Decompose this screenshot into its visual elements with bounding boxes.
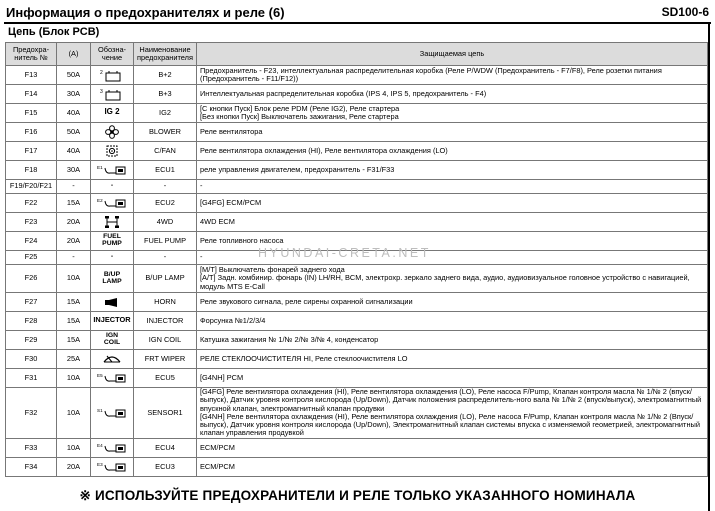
fuse-symbol: [91, 350, 134, 369]
svg-text:S1: S1: [97, 407, 103, 413]
fuse-name: B+2: [134, 66, 197, 85]
symbol-label: INJECTOR: [93, 315, 131, 325]
table-row: [6, 142, 708, 161]
table-row: [6, 293, 708, 312]
symbol-label: -: [110, 182, 114, 190]
fuse-number: F32: [6, 388, 57, 439]
protected-circuit: Реле вентилятора: [197, 123, 708, 142]
fuse-symbol: [91, 85, 134, 104]
ecu-icon: [97, 164, 127, 176]
fuse-name: ECU3: [134, 457, 197, 476]
fuse-ampere: 50A: [57, 66, 91, 85]
fuse-number: F29: [6, 331, 57, 350]
fuse-name: INJECTOR: [134, 312, 197, 331]
fuse-ampere: 10A: [57, 369, 91, 388]
protected-circuit: [G4FG] ECM/PCM: [197, 194, 708, 213]
fuse-number: F18: [6, 161, 57, 180]
protected-circuit: [G4NH] PCM: [197, 369, 708, 388]
header-fuse: Предохра-нитель №: [6, 43, 57, 66]
header-amp: (A): [57, 43, 91, 66]
fuse-number: F26: [6, 265, 57, 293]
fuse-ampere: 40A: [57, 142, 91, 161]
fuse-symbol: [91, 331, 134, 350]
protected-circuit: Реле топливного насоса: [197, 232, 708, 251]
protected-circuit: ECM/PCM: [197, 457, 708, 476]
fuse-symbol: [91, 457, 134, 476]
ecu-icon: [97, 372, 127, 384]
battery-icon: [99, 68, 125, 82]
watermark: HYUNDAI-CRETA.NET: [258, 246, 431, 260]
fuse-ampere: 10A: [57, 388, 91, 439]
fuse-name: -: [134, 251, 197, 265]
table-row: [6, 66, 708, 85]
protected-circuit: 4WD ECM: [197, 213, 708, 232]
fuse-number: F28: [6, 312, 57, 331]
protected-circuit: [С кнопки Пуск] Блок реле PDM (Реле IG2), Реле стартера [Без кнопки Пуск] Выключатель зажигания, Реле стартера: [197, 104, 708, 123]
fuse-number: F30: [6, 350, 57, 369]
fuse-ampere: 30A: [57, 85, 91, 104]
right-border: [708, 24, 710, 511]
fuse-symbol: [91, 232, 134, 251]
footer-warning: ※ ИСПОЛЬЗУЙТЕ ПРЕДОХРАНИТЕЛИ И РЕЛЕ ТОЛЬКО УКАЗАННОГО НОМИНАЛА: [79, 488, 636, 503]
fuse-name: FRT WIPER: [134, 350, 197, 369]
svg-text:2: 2: [100, 70, 103, 76]
fuse-symbol: [91, 312, 134, 331]
fuse-number: F14: [6, 85, 57, 104]
fuse-symbol: [91, 265, 134, 293]
header-symbol: Обозна-чение: [91, 43, 134, 66]
fuse-number: F15: [6, 104, 57, 123]
table-row: [6, 457, 708, 476]
fuse-symbol: [91, 161, 134, 180]
svg-text:E1: E1: [97, 165, 103, 170]
fuse-symbol: [91, 180, 134, 194]
fuse-number: F33: [6, 438, 57, 457]
fuse-ampere: 10A: [57, 438, 91, 457]
table-row: [6, 369, 708, 388]
symbol-label: IGN COIL: [103, 332, 121, 347]
document-code: SD100-6: [661, 5, 709, 19]
symbol-label: FUEL PUMP: [102, 233, 122, 248]
section-subtitle: Цепь (Блок PCB): [8, 26, 100, 38]
fuse-number: F23: [6, 213, 57, 232]
battery-icon: [99, 87, 125, 101]
fuse-name: ECU4: [134, 438, 197, 457]
protected-circuit: реле управления двигателем, предохранитель - F31/F33: [197, 161, 708, 180]
ecu-icon: [97, 461, 127, 473]
wiper-icon: [102, 353, 122, 365]
symbol-label: B/UP LAMP: [102, 270, 122, 285]
table-row: [6, 312, 708, 331]
cooling-fan-icon: [104, 144, 120, 158]
fuse-symbol: [91, 123, 134, 142]
fuse-ampere: 50A: [57, 123, 91, 142]
table-row: [6, 123, 708, 142]
protected-circuit: ECM/PCM: [197, 438, 708, 457]
ecu-icon: [97, 197, 127, 209]
fuse-number: F25: [6, 251, 57, 265]
fuse-name: -: [134, 180, 197, 194]
fuse-symbol: [91, 438, 134, 457]
table-row: [6, 388, 708, 439]
svg-text:E2: E2: [97, 198, 103, 203]
fuse-symbol: [91, 293, 134, 312]
protected-circuit: -: [197, 251, 708, 265]
fuse-name: C/FAN: [134, 142, 197, 161]
fuse-symbol: [91, 369, 134, 388]
symbol-label: IG 2: [104, 107, 120, 117]
fuse-number: F31: [6, 369, 57, 388]
ecu-icon: [97, 442, 127, 454]
symbol-label: -: [110, 253, 114, 261]
fuse-ampere: 20A: [57, 232, 91, 251]
fuse-ampere: -: [57, 180, 91, 194]
fuse-number: F34: [6, 457, 57, 476]
fuse-table-body: [6, 66, 708, 477]
fuse-name: BLOWER: [134, 123, 197, 142]
table-row: [6, 161, 708, 180]
fuse-ampere: 40A: [57, 104, 91, 123]
fuse-name: ECU2: [134, 194, 197, 213]
table-row: [6, 438, 708, 457]
header-bar: [4, 2, 711, 24]
header-name: Наименование предохранителя: [134, 43, 197, 66]
protected-circuit: -: [197, 180, 708, 194]
table-row: [6, 350, 708, 369]
fuse-symbol: [91, 104, 134, 123]
protected-circuit: [M/T] Выключатель фонарей заднего хода [A/T] Задн. комбинир. фонарь (IN) LH/RH, BCM, электрохр. зеркало заднего вида, аудио, аудиовизуальное головное устройство с навигацией, модуль MTS E-Call: [197, 265, 708, 293]
fuse-symbol: [91, 66, 134, 85]
table-row: [6, 194, 708, 213]
fuse-number: F24: [6, 232, 57, 251]
fuse-number: F22: [6, 194, 57, 213]
fuse-number: F13: [6, 66, 57, 85]
horn-icon: [103, 296, 121, 308]
fuse-name: HORN: [134, 293, 197, 312]
protected-circuit: Форсунка №1/2/3/4: [197, 312, 708, 331]
table-row: [6, 104, 708, 123]
fuse-name: IGN COIL: [134, 331, 197, 350]
ecu-icon: [97, 407, 127, 419]
protected-circuit: Реле звукового сигнала, реле сирены охранной сигнализации: [197, 293, 708, 312]
table-row: [6, 180, 708, 194]
fuse-ampere: 15A: [57, 194, 91, 213]
table-row: [6, 85, 708, 104]
fuse-name: ECU1: [134, 161, 197, 180]
fan-icon: [104, 125, 120, 139]
table-row: [6, 265, 708, 293]
4wd-icon: [103, 215, 121, 229]
fuse-ampere: 10A: [57, 265, 91, 293]
table-row: [6, 331, 708, 350]
fuse-ampere: 15A: [57, 312, 91, 331]
fuse-symbol: [91, 388, 134, 439]
protected-circuit: Реле вентилятора охлаждения (HI), Реле вентилятора охлаждения (LO): [197, 142, 708, 161]
protected-circuit: Предохранитель - F23, интеллектуальная распределительная коробка (Реле P/WDW (Предохранитель - F7/F8), Реле розетки питания (Предохранитель - F11/F12)): [197, 66, 708, 85]
page-title: Информация о предохранителях и реле (6): [6, 5, 285, 20]
fuse-name: SENSOR1: [134, 388, 197, 439]
fuse-symbol: [91, 142, 134, 161]
svg-text:E3: E3: [97, 461, 103, 467]
fuse-ampere: 15A: [57, 331, 91, 350]
svg-text:E4: E4: [97, 442, 103, 448]
fuse-number: F17: [6, 142, 57, 161]
protected-circuit: РЕЛЕ СТЕКЛООЧИСТИТЕЛЯ HI, Реле стеклоочистителя LO: [197, 350, 708, 369]
fuse-number: F19/F20/F21: [6, 180, 57, 194]
fuse-name: IG2: [134, 104, 197, 123]
fuse-symbol: [91, 251, 134, 265]
fuse-ampere: 20A: [57, 213, 91, 232]
svg-text:E5: E5: [97, 373, 103, 378]
fuse-ampere: 25A: [57, 350, 91, 369]
fuse-number: F16: [6, 123, 57, 142]
fuse-name: B/UP LAMP: [134, 265, 197, 293]
fuse-name: B+3: [134, 85, 197, 104]
protected-circuit: [G4FG] Реле вентилятора охлаждения (HI), Реле вентилятора охлаждения (LO), Реле насоса F/Pump, Клапан контроля масла № 1/№ 2 (впуск/ выпуск), Датчик уровня контроля кислорода (Up/Down), Датчик положения распределитель-ного вала № 1/№ 2 (впуск/выпуск), электромагнитный впускной клапан, электромагнитный клапан продувки [G4NH] Реле вентилятора охлаждения (HI), Реле вентилятора охлаждения (LO), Реле насоса F/Pump, Клапан контроля масла № 1/№ 2 (Впуск/ выпуск), Датчик уровня контроля кислорода (Up/Down), Электромагнитный клапан системы впуска с изменяемой геометрией, электромагнитный клапан управления продувкой: [197, 388, 708, 439]
protected-circuit: Катушка зажигания № 1/№ 2/№ 3/№ 4, конденсатор: [197, 331, 708, 350]
fuse-symbol: [91, 194, 134, 213]
fuse-name: ECU5: [134, 369, 197, 388]
fuse-ampere: 15A: [57, 293, 91, 312]
fuse-name: 4WD: [134, 213, 197, 232]
header-circuit: Защищаемая цепь: [197, 43, 708, 66]
fuse-number: F27: [6, 293, 57, 312]
fuse-ampere: 20A: [57, 457, 91, 476]
protected-circuit: Интеллектуальная распределительная коробка (IPS 4, IPS 5, предохранитель - F4): [197, 85, 708, 104]
fuse-symbol: [91, 213, 134, 232]
fuse-name: FUEL PUMP: [134, 232, 197, 251]
table-row: [6, 213, 708, 232]
fuse-ampere: -: [57, 251, 91, 265]
fuse-ampere: 30A: [57, 161, 91, 180]
svg-text:3: 3: [100, 89, 103, 95]
